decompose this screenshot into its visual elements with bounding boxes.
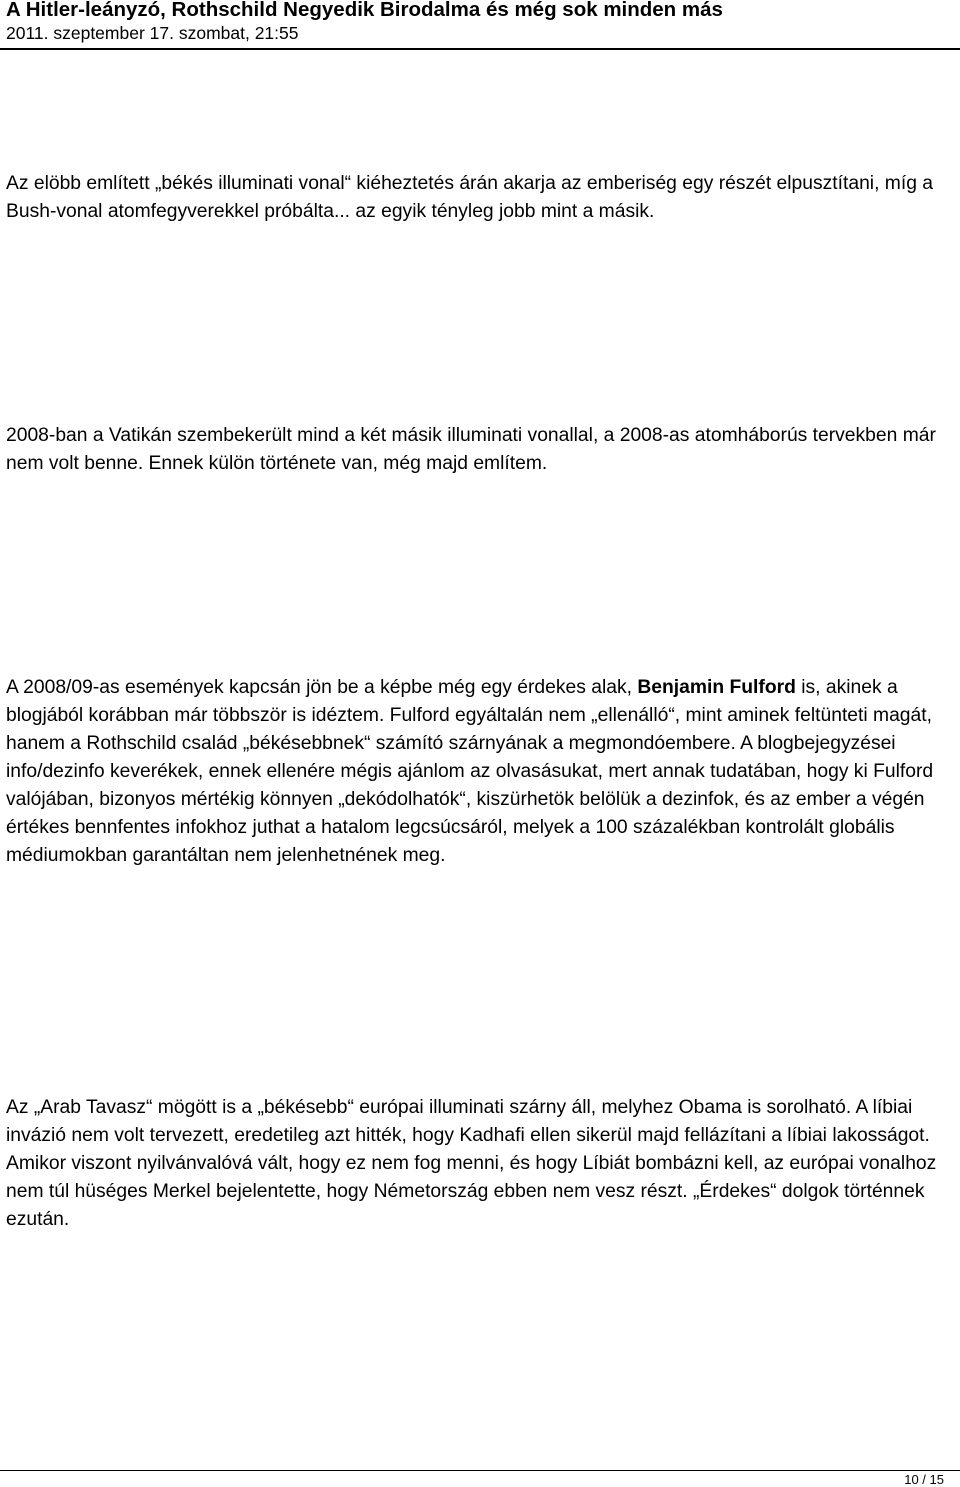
footer-divider [0,1470,960,1471]
document-title: A Hitler-leányzó, Rothschild Negyedik Birodalma és még sok minden más [6,0,723,21]
paragraph-3-text-start: A 2008/09-as események kapcsán jön be a képbe még egy érdekes alak, [6,677,638,698]
header-divider [0,48,960,50]
paragraph-2: 2008-ban a Vatikán szembekerült mind a két másik illuminati vonallal, a 2008-as atomháborús tervekben már nem volt benne. Ennek külön története van, még majd említem. [6,425,936,474]
page-number: 10 / 15 [904,1472,944,1487]
paragraph-3-text-end: is, akinek a blogjából korábban már többször is idéztem. Fulford egyáltalán nem „ellenálló“, mint aminek feltünteti magát, hanem a Rothschild család „békésebbnek“ számító szárnyának a megmondóembere. A blogbejegyzései info/dezinfo keverékek, ennek ellenére mégis ajánlom az olvasásukat, mert annak tudatában, hogy ki Fulford valójában, bizonyos mértékig könnyen „dekódolhatók“, kiszürhetök belölük a dezinfok, és az ember a végén értékes bennfentes infokhoz juthat a hatalom legcsúcsáról, melyek a 100 százalékban kontrolált globális médiumokban garantáltan nem jelenhetnének meg. [6,677,934,866]
paragraph-4: Az „Arab Tavasz“ mögött is a „békésebb“ európai illuminati szárny áll, melyhez Obama is sorolható. A líbiai invázió nem volt tervezett, eredetileg azt hitték, hogy Kadhafi ellen sikerül majd fellázítani a líbiai lakosságot. Amikor viszont nyilvánvalóvá vált, hogy ez nem fog menni, és hogy Líbiát bombázni kell, az európai vonalhoz nem túl hüséges Merkel bejelentette, hogy Németország ebben nem vesz részt. „Érdekes“ dolgok történnek ezután. [6,1097,937,1230]
highlighted-name: Benjamin Fulford [637,677,796,698]
paragraph-3 [6,674,956,870]
post-date: 2011. szeptember 17. szombat, 21:55 [6,23,299,43]
paragraph-1: Az elöbb említett „békés illuminati vonal“ kiéheztetés árán akarja az emberiség egy részét elpusztítani, míg a Bush-vonal atomfegyverekkel próbálta... az egyik tényleg jobb mint a másik. [6,173,934,222]
